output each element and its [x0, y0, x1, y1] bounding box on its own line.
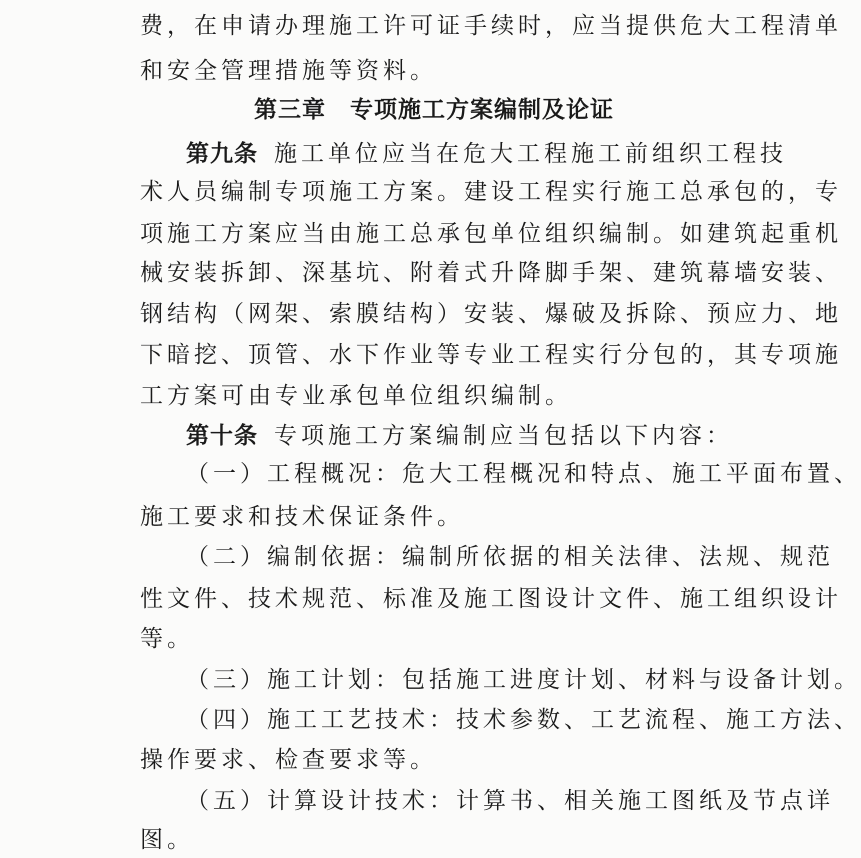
paragraph-line: 工方案可由专业承包单位组织编制。 — [140, 383, 572, 409]
list-item-line: （三）施工计划：包括施工进度计划、材料与设备计划。 — [186, 667, 861, 693]
paragraph-line: 和安全管理措施等资料。 — [140, 58, 437, 84]
paragraph-line: 钢结构（网架、索膜结构）安装、爆破及拆除、预应力、地 — [140, 301, 842, 327]
paragraph-line: 费，在申请办理施工许可证手续时，应当提供危大工程清单 — [140, 13, 842, 39]
paragraph-text: 施工单位应当在危大工程施工前组织工程技 — [274, 141, 787, 167]
list-item-line: 施工要求和技术保证条件。 — [140, 504, 464, 530]
list-item-line: （二）编制依据：编制所依据的相关法律、法规、规范 — [186, 544, 834, 570]
article-9-first-line — [186, 139, 787, 169]
list-item-line: （一）工程概况：危大工程概况和特点、施工平面布置、 — [186, 461, 861, 487]
paragraph-line: 下暗挖、顶管、水下作业等专业工程实行分包的，其专项施 — [140, 342, 842, 368]
article-10-first-line — [186, 421, 733, 451]
paragraph-line: 项施工方案应当由施工总承包单位组织编制。如建筑起重机 — [140, 221, 842, 247]
list-item-line: 等。 — [140, 626, 194, 652]
paragraph-line: 术人员编制专项施工方案。建设工程实行施工总承包的，专 — [140, 179, 842, 205]
list-item-line: 性文件、技术规范、标准及施工图设计文件、施工组织设计 — [140, 586, 842, 612]
list-item-line: 图。 — [140, 827, 194, 853]
paragraph-text: 专项施工方案编制应当包括以下内容： — [274, 423, 733, 449]
list-item-line: （四）施工工艺技术：技术参数、工艺流程、施工方法、 — [186, 707, 861, 733]
article-label: 第十条 — [186, 423, 258, 449]
list-item-line: 操作要求、检查要求等。 — [140, 747, 437, 773]
list-item-line: （五）计算设计技术：计算书、相关施工图纸及节点详 — [186, 788, 834, 814]
article-label: 第九条 — [186, 141, 258, 167]
paragraph-line: 械安装拆卸、深基坑、附着式升降脚手架、建筑幕墙安装、 — [140, 260, 842, 286]
chapter-heading: 第三章 专项施工方案编制及论证 — [254, 97, 614, 123]
